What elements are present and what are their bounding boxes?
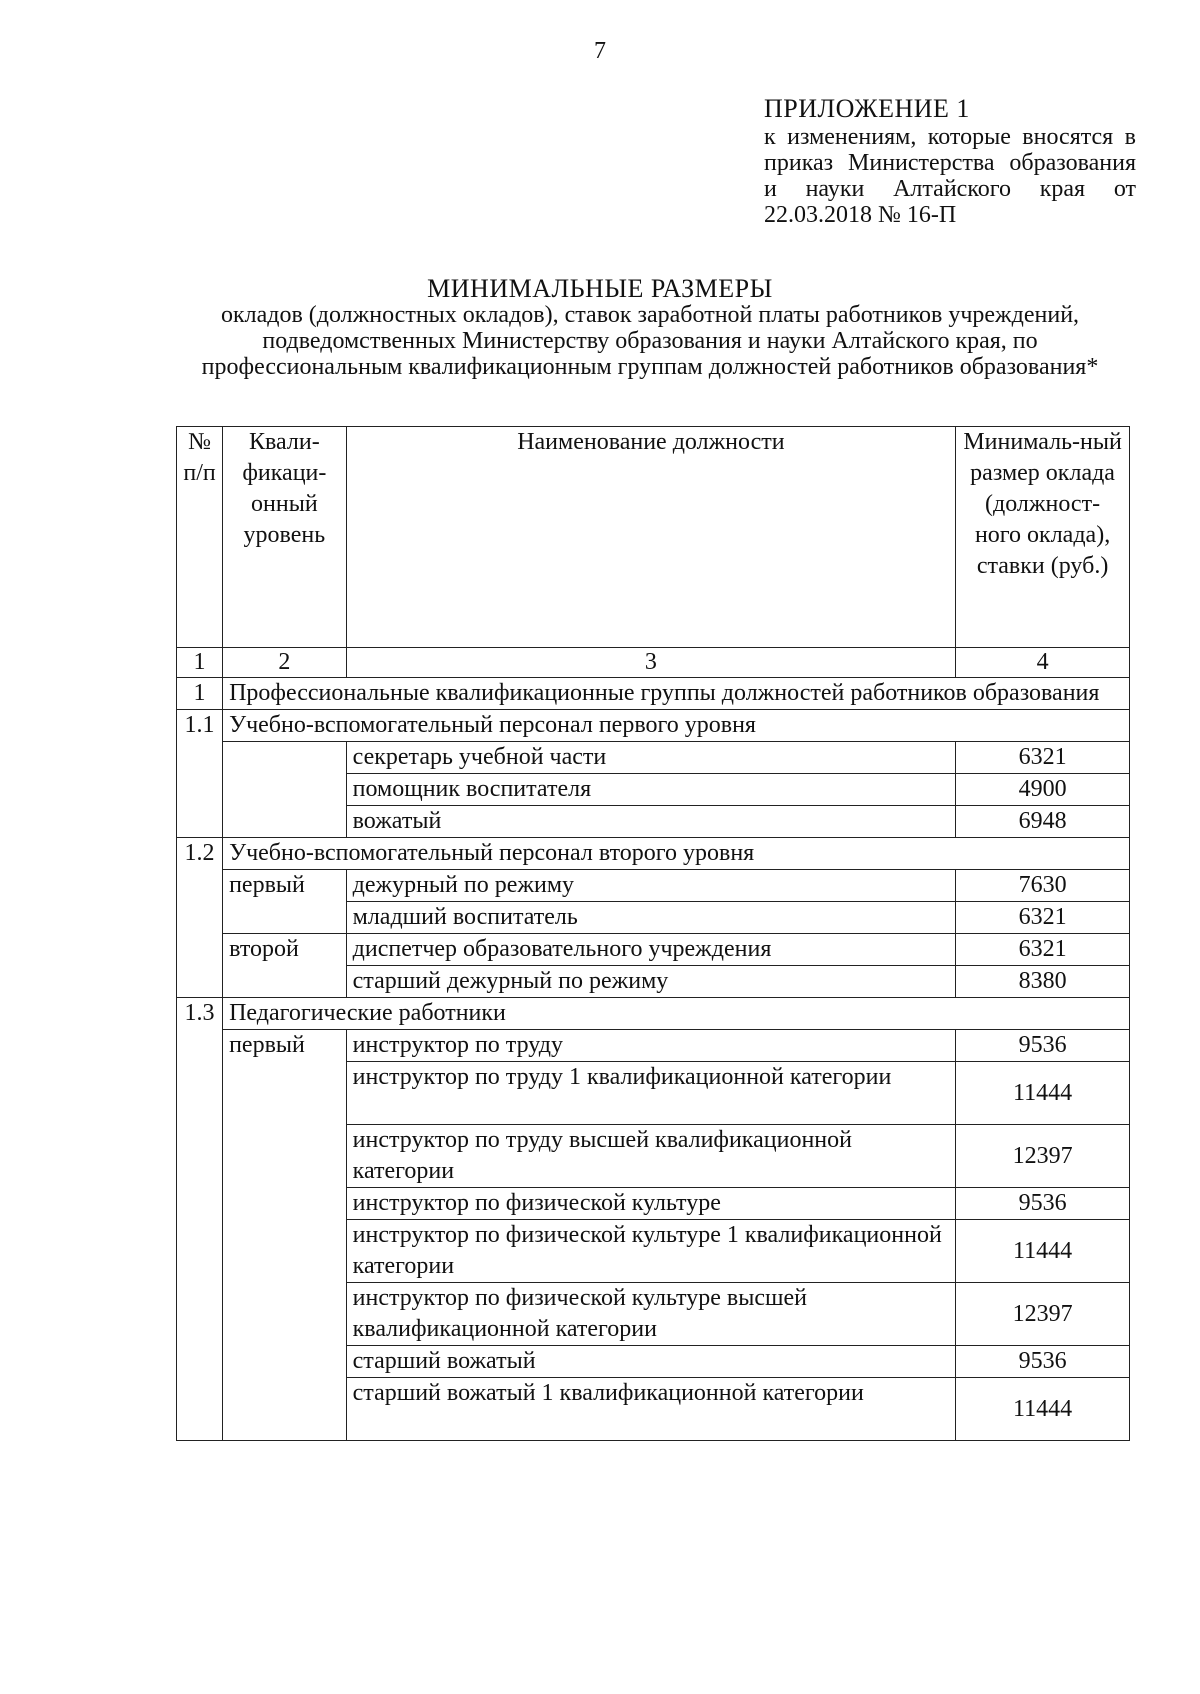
level-cell	[223, 742, 347, 838]
position-cell: инструктор по труду	[346, 1030, 956, 1062]
section-num: 1	[177, 678, 223, 710]
group-num: 1.3	[177, 998, 223, 1441]
position-cell: младший воспитатель	[346, 902, 956, 934]
header-salary: Минималь-ный размер оклада (должност-ного оклада), ставки (руб.)	[956, 427, 1130, 648]
position-cell: инструктор по труду высшей квалификационной категории	[346, 1125, 956, 1188]
group-row	[177, 838, 1130, 870]
salary-cell: 11444	[956, 1378, 1130, 1441]
group-row	[177, 710, 1130, 742]
col-number: 1	[177, 648, 223, 678]
salary-cell: 9536	[956, 1346, 1130, 1378]
position-cell: старший вожатый 1 квалификационной категории	[346, 1378, 956, 1441]
group-title: Учебно-вспомогательный персонал второго уровня	[223, 838, 1130, 870]
position-cell: диспетчер образовательного учреждения	[346, 934, 956, 966]
table-row	[177, 934, 1130, 966]
salary-cell: 6321	[956, 902, 1130, 934]
salary-cell: 11444	[956, 1062, 1130, 1125]
group-title: Учебно-вспомогательный персонал первого уровня	[223, 710, 1130, 742]
salary-cell: 6321	[956, 742, 1130, 774]
position-cell: помощник воспитателя	[346, 774, 956, 806]
table-row	[177, 870, 1130, 902]
position-cell: инструктор по физической культуре высшей квалификационной категории	[346, 1283, 956, 1346]
section-title: Профессиональные квалификационные группы должностей работников образования	[223, 678, 1130, 710]
appendix-title: ПРИЛОЖЕНИЕ 1	[764, 94, 970, 123]
salary-cell: 9536	[956, 1030, 1130, 1062]
col-number: 3	[346, 648, 956, 678]
header-position: Наименование должности	[346, 427, 956, 648]
appendix-block	[764, 96, 1136, 228]
salary-cell: 12397	[956, 1283, 1130, 1346]
col-number: 4	[956, 648, 1130, 678]
header-num: № п/п	[177, 427, 223, 648]
position-cell: вожатый	[346, 806, 956, 838]
header-level: Квали-фикаци-онный уровень	[223, 427, 347, 648]
level-cell: второй	[223, 934, 347, 998]
salary-cell: 4900	[956, 774, 1130, 806]
position-cell: секретарь учебной части	[346, 742, 956, 774]
appendix-text: к изменениям, которые вносятся в приказ Министерства образования и науки Алтайского края от 22.03.2018 № 16-П	[764, 124, 1136, 228]
salary-cell: 6948	[956, 806, 1130, 838]
position-cell: старший вожатый	[346, 1346, 956, 1378]
document-subtitle: окладов (должностных окладов), ставок заработной платы работников учреждений, подведомственных Министерству образования и науки Алтайского края, по профессиональным квалификационным группам должностей работников образования*	[201, 302, 1099, 380]
position-cell: инструктор по физической культуре	[346, 1188, 956, 1220]
salary-cell: 8380	[956, 966, 1130, 998]
table-row	[177, 742, 1130, 774]
salary-cell: 7630	[956, 870, 1130, 902]
document-title: МИНИМАЛЬНЫЕ РАЗМЕРЫ	[427, 274, 773, 303]
level-cell: первый	[223, 870, 347, 934]
col-number: 2	[223, 648, 347, 678]
section-row	[177, 678, 1130, 710]
position-cell: дежурный по режиму	[346, 870, 956, 902]
table-header-row	[177, 427, 1130, 648]
salary-cell: 6321	[956, 934, 1130, 966]
group-num: 1.1	[177, 710, 223, 838]
page-number: 7	[594, 38, 606, 64]
group-row	[177, 998, 1130, 1030]
column-numbers-row	[177, 648, 1130, 678]
position-cell: инструктор по труду 1 квалификационной категории	[346, 1062, 956, 1125]
group-title: Педагогические работники	[223, 998, 1130, 1030]
salary-cell: 11444	[956, 1220, 1130, 1283]
salary-table	[176, 426, 1130, 1441]
group-num: 1.2	[177, 838, 223, 998]
position-cell: инструктор по физической культуре 1 квалификационной категории	[346, 1220, 956, 1283]
salary-cell: 9536	[956, 1188, 1130, 1220]
table-row	[177, 1030, 1130, 1062]
level-cell: первый	[223, 1030, 347, 1441]
position-cell: старший дежурный по режиму	[346, 966, 956, 998]
salary-cell: 12397	[956, 1125, 1130, 1188]
